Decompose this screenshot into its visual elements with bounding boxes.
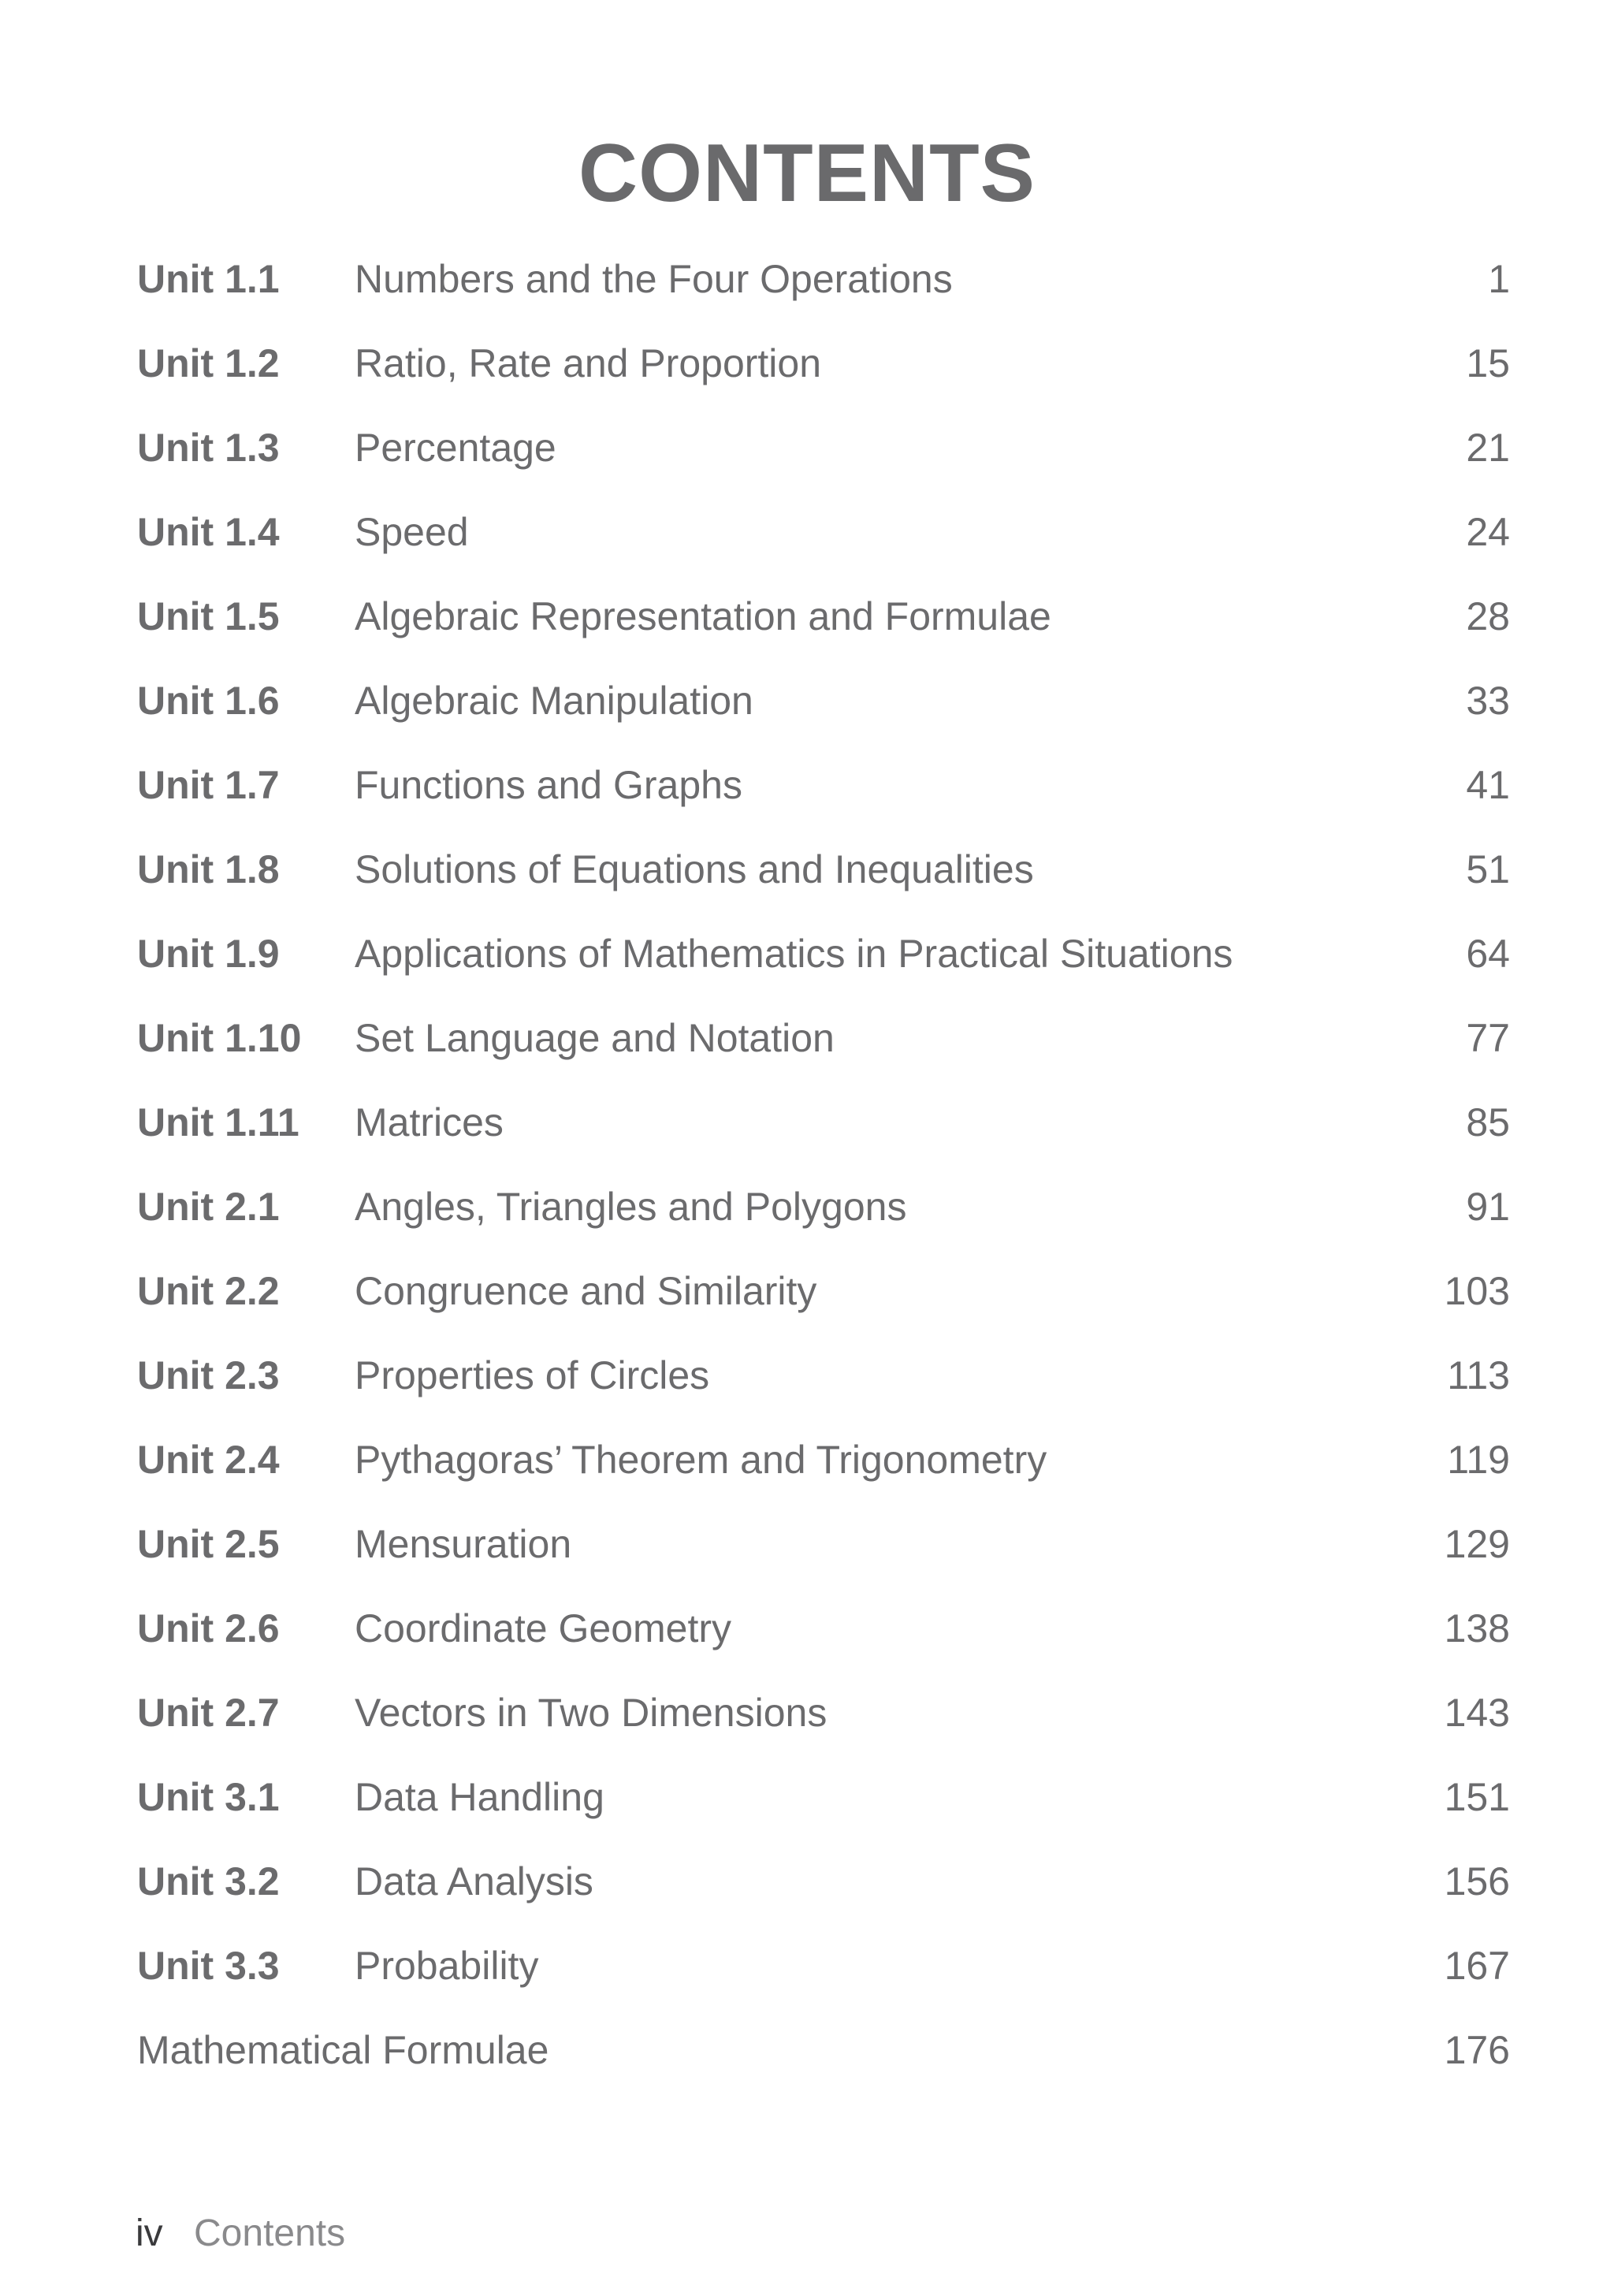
page-number: 129 bbox=[1444, 1521, 1510, 1566]
toc-entry bbox=[137, 1417, 1510, 1502]
unit-title: Numbers and the Four Operations bbox=[355, 256, 953, 301]
unit-label: Unit 1.8 bbox=[137, 847, 280, 891]
unit-label: Unit 1.1 bbox=[137, 256, 280, 301]
unit-label: Unit 3.1 bbox=[137, 1774, 280, 1819]
unit-label: Unit 2.7 bbox=[137, 1690, 280, 1735]
page-number: 156 bbox=[1444, 1859, 1510, 1903]
table-of-contents bbox=[137, 236, 1510, 2092]
unit-label: Unit 3.2 bbox=[137, 1859, 280, 1903]
unit-title: Percentage bbox=[355, 425, 556, 470]
page-number: 77 bbox=[1466, 1015, 1510, 1060]
unit-title: Mensuration bbox=[355, 1521, 572, 1566]
unit-title: Data Handling bbox=[355, 1774, 604, 1819]
unit-title: Functions and Graphs bbox=[355, 762, 742, 807]
unit-label: Unit 2.3 bbox=[137, 1353, 280, 1397]
unit-title: Ratio, Rate and Proportion bbox=[355, 340, 822, 385]
unit-title: Algebraic Manipulation bbox=[355, 678, 753, 723]
unit-label: Unit 2.1 bbox=[137, 1184, 280, 1229]
page-number: 138 bbox=[1444, 1606, 1510, 1650]
page-number: 176 bbox=[1444, 2027, 1510, 2072]
unit-title: Data Analysis bbox=[355, 1859, 593, 1903]
toc-entry bbox=[137, 658, 1510, 742]
toc-entry bbox=[137, 405, 1510, 489]
unit-label: Unit 3.3 bbox=[137, 1943, 280, 1988]
page-number: 41 bbox=[1466, 762, 1510, 807]
page-number: 119 bbox=[1447, 1437, 1510, 1482]
unit-label: Unit 2.2 bbox=[137, 1268, 280, 1313]
unit-label: Unit 2.6 bbox=[137, 1606, 280, 1650]
footer-section-label: Contents bbox=[194, 2212, 346, 2254]
toc-entry bbox=[137, 321, 1510, 405]
page-number: 24 bbox=[1466, 509, 1510, 554]
page-number: 143 bbox=[1444, 1690, 1510, 1735]
toc-entry bbox=[137, 995, 1510, 1080]
page-title: CONTENTS bbox=[578, 127, 1036, 219]
unit-title: Solutions of Equations and Inequalities bbox=[355, 847, 1034, 891]
toc-entry bbox=[137, 742, 1510, 827]
unit-label: Unit 1.3 bbox=[137, 425, 280, 470]
unit-label: Unit 1.5 bbox=[137, 594, 280, 638]
unit-label: Unit 1.9 bbox=[137, 931, 280, 976]
page-number: 28 bbox=[1466, 594, 1510, 638]
unit-title: Probability bbox=[355, 1943, 539, 1988]
unit-title: Set Language and Notation bbox=[355, 1015, 835, 1060]
unit-title: Matrices bbox=[355, 1100, 504, 1144]
unit-label: Unit 1.10 bbox=[137, 1015, 302, 1060]
page-number: 21 bbox=[1466, 425, 1510, 470]
page-number: 151 bbox=[1444, 1774, 1510, 1819]
page-number: 33 bbox=[1466, 678, 1510, 723]
page-footer bbox=[136, 2212, 346, 2254]
unit-label: Unit 1.2 bbox=[137, 340, 280, 385]
formulae-title: Mathematical Formulae bbox=[137, 2027, 549, 2072]
toc-entry bbox=[137, 1502, 1510, 1586]
toc-entry bbox=[137, 827, 1510, 911]
unit-title: Properties of Circles bbox=[355, 1353, 710, 1397]
unit-label: Unit 2.4 bbox=[137, 1437, 280, 1482]
toc-entry bbox=[137, 1586, 1510, 1670]
unit-title: Pythagoras’ Theorem and Trigonometry bbox=[355, 1437, 1047, 1482]
toc-entry bbox=[137, 1248, 1510, 1333]
unit-title: Vectors in Two Dimensions bbox=[355, 1690, 827, 1735]
unit-label: Unit 1.4 bbox=[137, 509, 280, 554]
page-number: 1 bbox=[1488, 256, 1510, 301]
page-number: 51 bbox=[1466, 847, 1510, 891]
toc-entry bbox=[137, 1755, 1510, 1839]
toc-entry bbox=[137, 236, 1510, 321]
page-number: 113 bbox=[1447, 1353, 1510, 1397]
toc-entry bbox=[137, 1923, 1510, 2008]
page-number: 91 bbox=[1466, 1184, 1510, 1229]
unit-title: Coordinate Geometry bbox=[355, 1606, 732, 1650]
footer-page-number: iv bbox=[136, 2212, 163, 2254]
toc-entry-formulae bbox=[137, 2008, 1510, 2092]
unit-title: Algebraic Representation and Formulae bbox=[355, 594, 1051, 638]
page-number: 15 bbox=[1466, 340, 1510, 385]
unit-title: Applications of Mathematics in Practical Situations bbox=[355, 931, 1233, 976]
toc-entry bbox=[137, 489, 1510, 574]
toc-entry bbox=[137, 574, 1510, 658]
unit-title: Congruence and Similarity bbox=[355, 1268, 817, 1313]
toc-entry bbox=[137, 1080, 1510, 1164]
toc-entry bbox=[137, 1333, 1510, 1417]
unit-title: Angles, Triangles and Polygons bbox=[355, 1184, 907, 1229]
toc-entry bbox=[137, 911, 1510, 995]
unit-title: Speed bbox=[355, 509, 469, 554]
toc-entry bbox=[137, 1164, 1510, 1248]
unit-label: Unit 1.6 bbox=[137, 678, 280, 723]
unit-label: Unit 2.5 bbox=[137, 1521, 280, 1566]
toc-entry bbox=[137, 1670, 1510, 1755]
page-number: 167 bbox=[1444, 1943, 1510, 1988]
unit-label: Unit 1.11 bbox=[137, 1100, 299, 1144]
page-number: 103 bbox=[1444, 1268, 1510, 1313]
unit-label: Unit 1.7 bbox=[137, 762, 280, 807]
page-number: 64 bbox=[1466, 931, 1510, 976]
page-number: 85 bbox=[1466, 1100, 1510, 1144]
toc-entry bbox=[137, 1839, 1510, 1923]
